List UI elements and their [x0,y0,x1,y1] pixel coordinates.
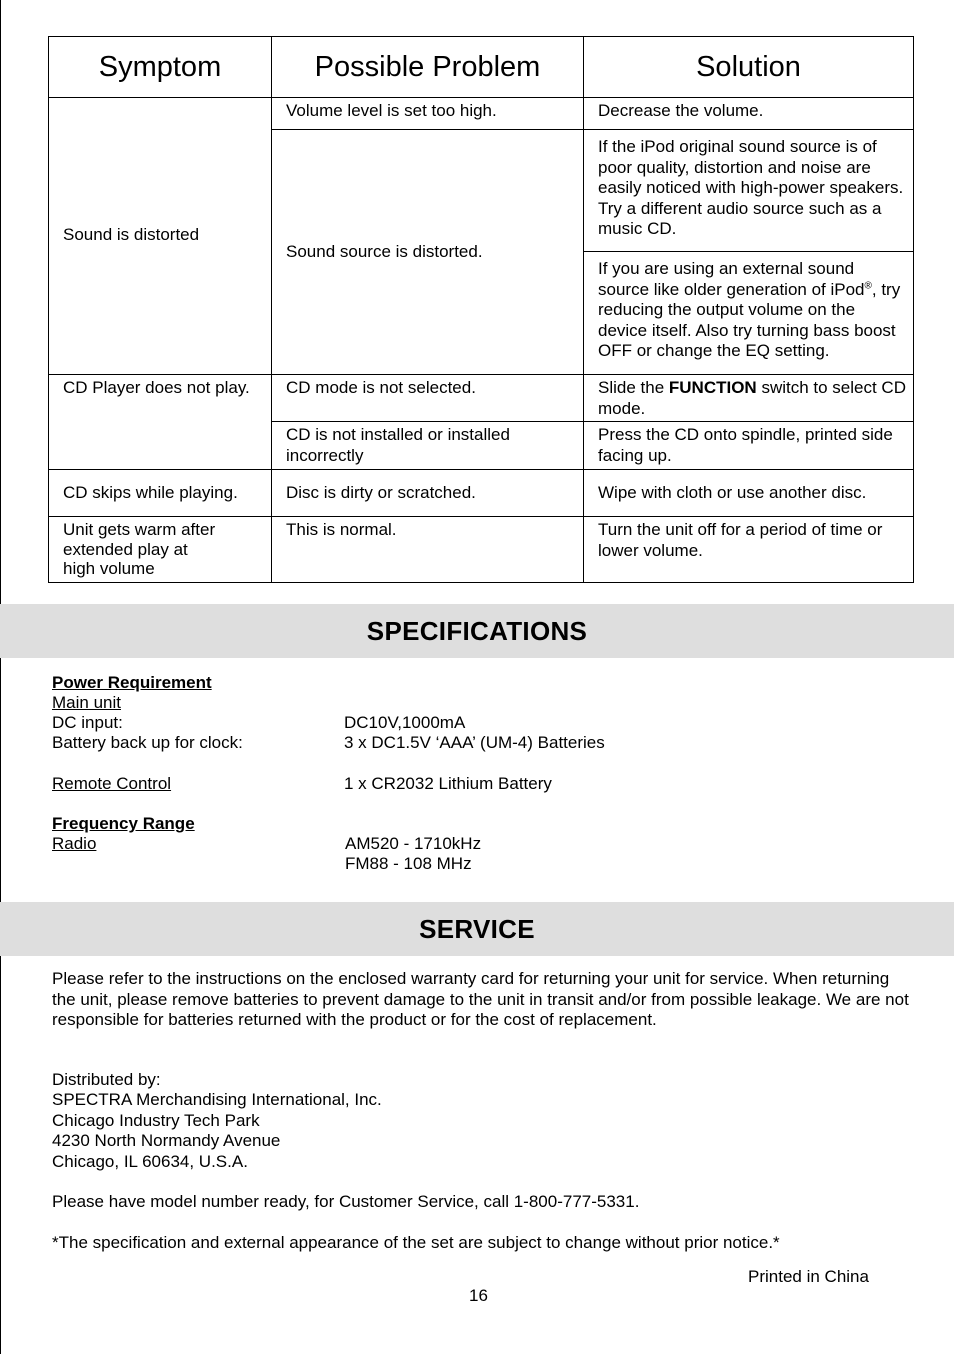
dc-input-value: DC10V,1000mA [344,713,466,732]
distributor-block [52,1070,382,1172]
disclaimer-note: *The specification and external appearance of the set are subject to change without prior notice.* [52,1233,780,1252]
service-instructions: Please refer to the instructions on the enclosed warranty card for returning your unit for service. When returning the unit, please remove batteries to prevent damage to the unit in transit and/or from possible leakage. We are not responsible for batteries returned with the product or for the cost of replacement. [52,969,909,1029]
solution-function-post: switch to select CD mode. [598,378,906,418]
fm-range-value: FM88 - 108 MHz [345,854,472,873]
table-row [49,517,914,583]
symptom-cd-skips: CD skips while playing. [49,470,272,517]
solution-external-source-text-b: , try reducing the output volume on the device itself. Also try turning bass boost OFF or change the EQ setting. [598,279,901,360]
remote-control-value: 1 x CR2032 Lithium Battery [344,774,552,793]
problem-normal: This is normal. [272,517,584,583]
service-heading: SERVICE [419,913,535,944]
solution-function-pre: Slide the [598,378,669,397]
page-number: 16 [469,1286,488,1305]
service-band [0,902,954,956]
problem-disc-dirty: Disc is dirty or scratched. [272,470,584,517]
troubleshooting-table [48,36,914,583]
solution-function-switch [584,375,914,422]
company-name: SPECTRA Merchandising International, Inc. [52,1090,382,1110]
am-range-value: AM520 - 1710kHz [345,834,482,853]
dc-input-label: DC input: [52,713,123,732]
specifications-band [0,604,954,658]
power-requirement-heading: Power Requirement [52,673,212,692]
table-row [49,98,914,130]
symptom-cd-not-play: CD Player does not play. [49,375,272,470]
header-possible-problem: Possible Problem [272,37,584,98]
remote-control-label: Remote Control [52,774,172,793]
address-line: Chicago Industry Tech Park [52,1110,260,1130]
specifications-heading: SPECIFICATIONS [366,615,588,646]
address-line: Chicago, IL 60634, U.S.A. [52,1151,248,1171]
solution-external-source [584,252,914,375]
radio-label: Radio [52,834,97,853]
main-unit-label: Main unit [52,693,121,712]
battery-label: Battery back up for clock: [52,733,243,752]
problem-source-distorted: Sound source is distorted. [272,130,584,375]
solution-ipod-source-quality: If the iPod original sound source is of poor quality, distortion and noise are easily noticed with high-power speakers. Try a different audio source such as a music CD. [584,130,914,252]
symptom-unit-warm-line: Unit gets warm after [63,520,216,539]
registered-mark: ® [864,279,872,291]
solution-decrease-volume: Decrease the volume. [584,98,914,130]
table-row [49,375,914,422]
customer-service-note: Please have model number ready, for Customer Service, call 1-800-777-5331. [52,1192,640,1211]
table-row [49,470,914,517]
distributed-by-label: Distributed by: [52,1070,161,1089]
header-symptom: Symptom [49,37,272,98]
solution-wipe-disc: Wipe with cloth or use another disc. [584,470,914,517]
problem-cd-mode: CD mode is not selected. [272,375,584,422]
page-left-border [0,0,1,1354]
battery-value: 3 x DC1.5V ‘AAA’ (UM-4) Batteries [344,733,605,752]
solution-external-source-text-a: If you are using an external sound source like older generation of iPod [598,259,865,299]
printed-in-label: Printed in China [748,1267,869,1286]
address-line: 4230 North Normandy Avenue [52,1131,281,1151]
header-solution: Solution [584,37,914,98]
problem-volume-high: Volume level is set too high. [272,98,584,130]
function-keyword: FUNCTION [668,378,757,397]
symptom-unit-warm [49,517,272,583]
symptom-sound-distorted: Sound is distorted [49,98,272,375]
solution-turn-off: Turn the unit off for a period of time or lower volume. [584,517,914,583]
frequency-range-heading: Frequency Range [52,814,195,833]
problem-cd-installed: CD is not installed or installed incorrectly [272,422,584,470]
symptom-unit-warm-line: high volume [63,559,155,578]
solution-press-cd: Press the CD onto spindle, printed side facing up. [584,422,914,470]
symptom-unit-warm-line: extended play at [63,539,188,559]
table-header-row [49,37,914,98]
